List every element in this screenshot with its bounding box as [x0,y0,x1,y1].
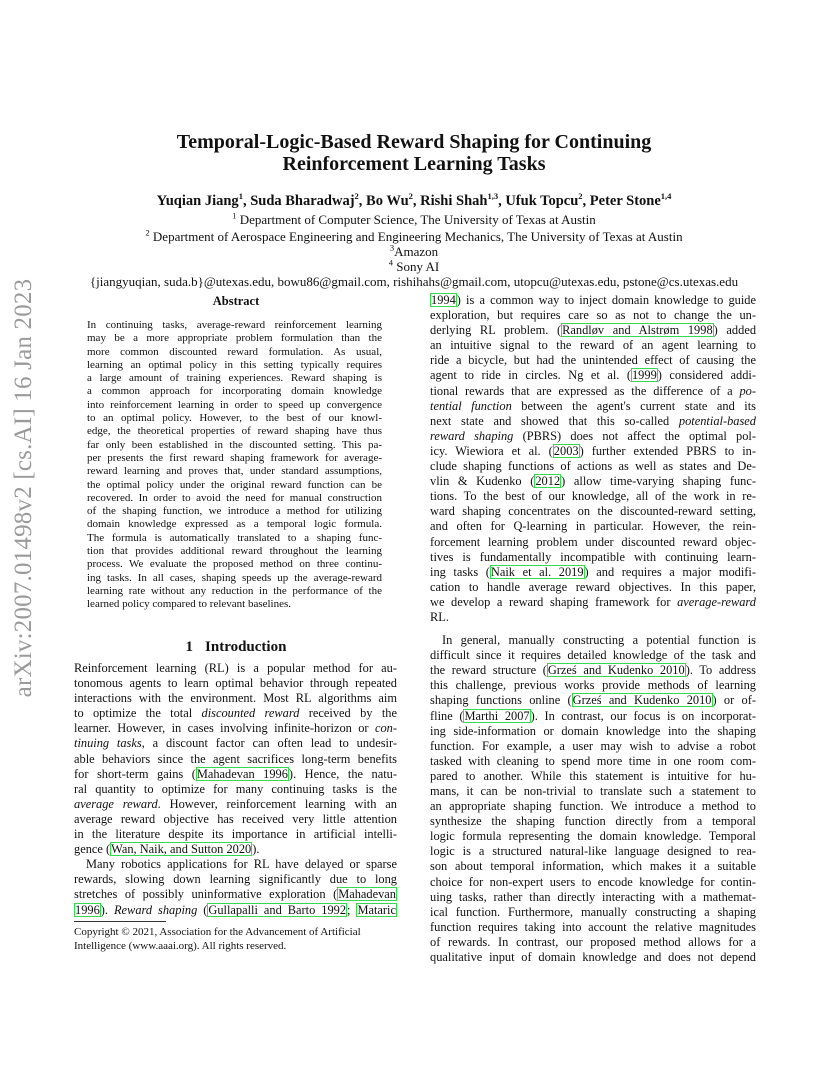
author-affiliation-mark: 1,3 [487,191,499,202]
text-line: an intuitive signal to the reward of an agent learning to [430,338,756,353]
copyright-footnote: Copyright © 2021, Association for the Advancement of Artificial Intelligence (www.aaai.org). All rights reserved. [74,926,361,952]
text-line: choice for non-expert users to encode knowledge for contin- [430,874,756,889]
text-line: ical function. Furthermore, manually constructing a shaping [430,904,756,919]
author-name: Ufuk Topcu [505,193,579,209]
abstract-line: domain knowledge expressed as a temporal logic formula. [87,518,382,531]
text-line: ing side-information or domain knowledge into the shaping [430,723,756,738]
author-affiliation-mark: 2 [408,191,413,202]
affiliation-1: $^1$ Department of Computer Science, The University of Texas at Austin [232,210,596,227]
abstract-line: edge, the theoretical properties of reward shaping have thus [87,425,382,438]
text-line: interactions with the environment. Most RL algorithms aim [74,691,397,706]
text-line: cation to handle average reward objectives. In this paper, [430,579,756,594]
abstract-line: tion that provides additional reward throughout the learning [87,545,382,558]
arxiv-identifier-stamp [4,268,44,708]
citation-link[interactable]: Marthi 2007 [464,708,530,723]
text-line: an appropriate shaping function. We introduce a method to [430,799,756,814]
text-line: tional rewards that are expressed as the difference of a po- [430,383,756,398]
abstract-line: recovered. In order to avoid the need for manual construction [87,491,382,504]
text-line: ing tasks (Naik et al. 2019) and requires a major modifi- [430,564,756,579]
author-name: Bo Wu [366,193,409,209]
text-line: rewards, slowing down learning significantly due to long [74,872,397,887]
section-number: 1 [185,639,194,655]
text-line: vlin & Kudenko (2012) allow time-varying shaping func- [430,474,756,489]
abstract-line: may be a more appropriate problem formulation than the [87,332,382,345]
text-line: mans, it can be non-trivial to translate such a statement to [430,784,756,798]
citation-link[interactable]: 1996 [75,902,100,917]
text-line: qualitative input of domain knowledge and does not depend [430,950,756,965]
text-line: function. For example, a user may wish to advise a robot [430,738,756,753]
author-emails: {jiangyuqian, suda.b}@utexas.edu, bowu86@gmail.com, rishihahs@gmail.com, utopcu@utexas.edu, pstone@cs.utexas.edu [89,274,739,289]
text-line: stretches of possibly uninformative exploration (Mahadevan [74,887,396,902]
citation-link[interactable]: Mahadevan 1996 [196,766,288,781]
text-line: shaping functions online (Grześ and Kudenko 2010) or of- [430,693,756,708]
text-line: ward shaping concentrates on the discounted-reward setting, [430,504,756,519]
abstract-line: more common discounted reward formulation. As usual, [87,345,382,358]
citation-link[interactable]: 1994 [431,293,456,307]
citation-link[interactable]: Grześ and Kudenko 2010 [572,693,712,708]
text-line: in the literature despite its importance in artificial intelli- [74,827,397,842]
abstract-line: of the shaping function, we introduce a method for utilizing [87,505,382,518]
text-line: logic formula representing the domain knowledge. Temporal [430,829,756,844]
text-line: reward shaping (PBRS) does not affect the optimal pol- [430,428,756,443]
author-name: Suda Bharadwaj [250,193,355,209]
citation-link[interactable]: Wan, Naik, and Sutton 2020 [111,842,252,857]
text-line: able behaviors since the agent sacrifices long-term benefits [74,751,397,766]
affiliation-2: $^2$ Department of Aerospace Engineering and Engineering Mechanics, The University of Texas at Austin [145,227,683,244]
text-line: exploration, but requires care so as not to change the un- [430,308,756,323]
abstract-line: In continuing tasks, average-reward reinforcement learning [87,319,382,331]
affiliation-4: $^4$ Sony AI [388,257,440,274]
text-line: to optimize the total discounted reward received by the [74,706,397,721]
author-affiliation-mark: 2 [354,191,359,202]
abstract-line: learning an optimal policy in this setting typically requires [87,358,382,371]
text-line: fline (Marthi 2007). In contrast, our focus is on incorporat- [430,708,756,723]
text-line: pared to another. While this statement is intuitive for hu- [430,768,756,783]
citation-link[interactable]: Naik et al. 2019 [490,564,584,579]
paper-title [120,131,708,175]
author-affiliation-mark: 2 [578,191,583,202]
text-line: tions. To the best of our knowledge, all of the work in re- [430,489,756,504]
text-line: we develop a reward shaping framework for average-reward [430,594,756,609]
text-line: average reward objective has received very little attention [74,811,397,826]
abstract-line: process. We evaluate the proposed method on three continu- [87,558,382,571]
citation-link[interactable]: Mahadevan [338,887,396,902]
text-line: son about temporal information, which makes it a suitable [430,859,756,874]
paragraph-gap [430,625,756,633]
text-line: forcement learning problem under discounted reward objec- [430,534,756,549]
author-affiliation-mark: 1,4 [660,191,672,202]
abstract-line: per presents the first reward shaping framework for average- [87,451,382,464]
abstract-line: to an optimal policy. However, to the best of our knowl- [87,412,382,425]
left-column-body [74,661,397,918]
citation-link[interactable]: Grześ and Kudenko 2010 [547,663,685,678]
section-title: Introduction [205,639,287,655]
text-line: RL. [430,609,449,624]
citation-link[interactable]: Randløv and Alstrøm 1998 [562,323,713,338]
text-line: Reinforcement learning (RL) is a popular method for au- [74,661,397,675]
text-line: function requires taking into account the relative magnitudes [430,919,756,934]
author-list: Yuqian Jiang$^1$, Suda Bharadwaj$^2$, Bo Wu$^2$, Rishi Shah$^{1,3}$, Ufuk Topcu$^2$, Peter Stone$^{1,4}$ [156,191,672,209]
title-line-1: Temporal-Logic-Based Reward Shaping for Continuing [176,131,652,153]
citation-link[interactable]: Gullapalli and Barto 1992 [208,902,347,917]
text-line: derlying RL problem. (Randløv and Alstrøm 1998) added [430,323,757,338]
text-line: ride a bicycle, but had the unintended effect of causing the [430,353,756,368]
text-line: learner. However, in cases involving infinite-horizon or con- [74,721,397,736]
text-line: synthesize the shaping function directly from a temporal [430,814,756,829]
abstract-line: far only been established in the discounted setting. This pa- [87,438,382,451]
text-line: Many robotics applications for RL have delayed or sparse [86,857,397,872]
right-column-body [430,293,756,965]
abstract-line: the optimal policy under the original reward function can be [87,478,382,491]
text-line: tinuing tasks, a discount factor can often lead to undesir- [74,736,397,751]
text-line: uing tasks, rather than directly interacting with a mathemat- [430,889,756,904]
abstract-heading: Abstract [212,294,260,308]
abstract-line: a common approach for incorporating domain knowledge [87,385,382,398]
author-name: Rishi Shah [420,193,488,209]
text-line: logic is a structured natural-like language designed to rea- [430,844,756,859]
text-line: average reward. However, reinforcement learning with an [74,796,397,811]
title-line-2: Reinforcement Learning Tasks [282,153,546,175]
text-line: icy. Wiewiora et al. (2003) further extended PBRS to in- [430,443,757,458]
citation-link[interactable]: 1999 [631,368,657,383]
text-line: for short-term gains (Mahadevan 1996). Hence, the natu- [74,766,397,781]
abstract-line: reward learning and proves that, under standard assumptions, [87,465,382,478]
footnote-rule [74,921,166,922]
citation-link[interactable]: Mataric [357,902,396,917]
text-line: tonomous agents to learn optimal behavior through repeated [74,676,397,691]
text-line: 1994) is a common way to inject domain knowledge to guide [431,293,756,307]
affiliation-3: $^3$Amazon [389,242,439,259]
arxiv-id-text: arXiv:2007.01498v2 [cs.AI] 16 Jan 2023 [10,278,37,698]
text-line: agent to ride in circles. Ng et al. (1999) considered addi- [430,368,757,383]
author-name: Peter Stone [589,193,661,209]
text-line: the reward structure (Grześ and Kudenko 2010). To address [430,663,756,678]
author-affiliation-mark: 1 [238,191,243,202]
text-line: next state and showed that this so-called potential-based [430,413,756,428]
abstract-line: learning rate without any reduction in the performance of the [87,584,382,597]
author-name: Yuqian Jiang [156,193,239,209]
text-line: gence (Wan, Naik, and Sutton 2020). [74,842,260,857]
abstract-line: The formula is automatically translated to a shaping func- [87,531,382,544]
text-line: clude shaping functions of actions as well as states and De- [430,459,756,474]
text-line: and often for Q-learning in particular. However, the rein- [430,519,756,534]
text-line: tasked with cleaning to spend more time in one room com- [430,753,756,768]
abstract-body [87,319,382,612]
text-line: of rewards. In contrast, our proposed method allows for a [430,934,756,949]
section-heading-introduction [74,639,398,656]
citation-link[interactable]: 2012 [535,474,561,489]
citation-link[interactable]: 2003 [553,443,579,458]
abstract-line: learned policy compared to relevant baselines. [87,598,292,611]
text-line: 1996). Reward shaping (Gullapalli and Barto 1992; Mataric [75,902,396,917]
text-line: difficult since it requires detailed knowledge of the task and [430,648,756,663]
abstract-line: into reinforcement learning in order to speed up convergence [87,398,382,411]
text-line: ral quantity to optimize for many continuing tasks is the [74,781,397,796]
text-line: tives is fundamentally incompatible with continuing learn- [430,549,756,564]
abstract-line: ing tasks. In all cases, shaping speeds up the average-reward [87,571,382,584]
text-line: this challenge, previous works provide methods of learning [430,678,756,693]
text-line: tential function between the agent's current state and its [430,398,757,413]
text-line: In general, manually constructing a potential function is [442,633,756,648]
abstract-line: a large amount of training experiences. Reward shaping is [87,372,382,385]
